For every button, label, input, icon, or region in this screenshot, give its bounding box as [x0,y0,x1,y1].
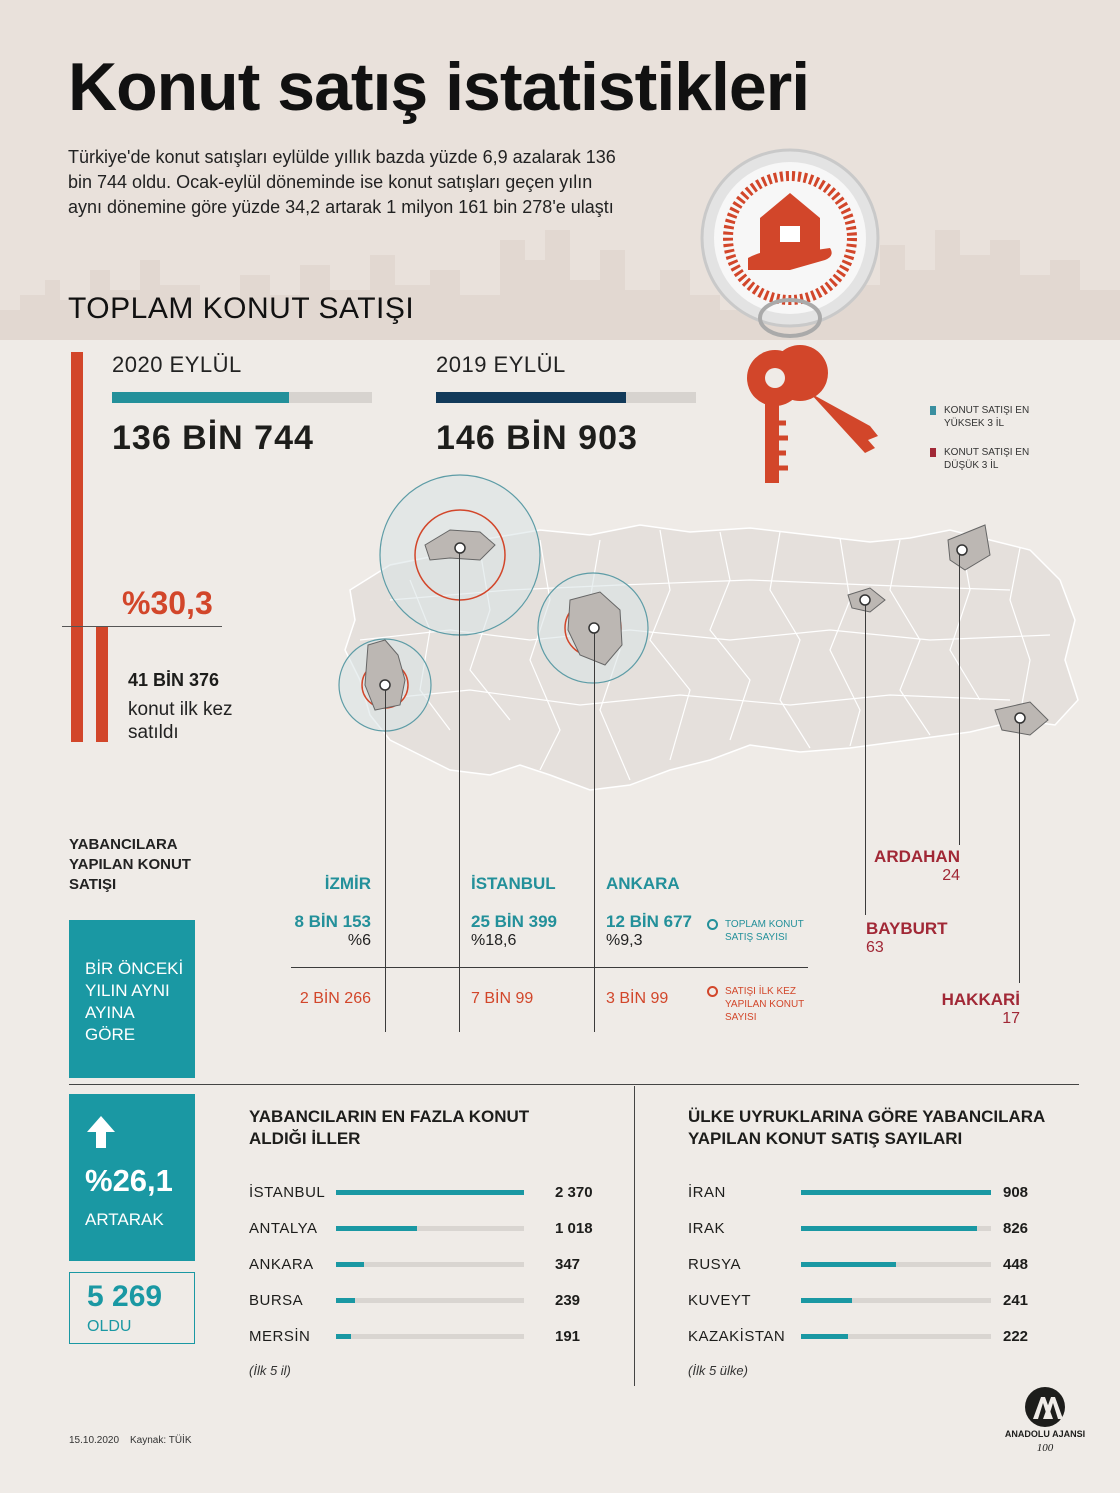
city-izmir [291,874,371,950]
arrow-up-icon [85,1114,117,1150]
bar-label: ANTALYA [249,1220,318,1237]
ratio-divider [62,626,222,627]
izmir-pin [380,680,390,690]
bar-track [336,1298,524,1303]
first-time-text: konut ilk kez satıldı [128,699,233,743]
istanbul-pin [455,543,465,553]
countries-note: (İlk 5 ülke) [688,1363,748,1378]
intro-paragraph: Türkiye'de konut satışları eylülde yıllık bazda yüzde 6,9 azalarak 136 bin 744 oldu. Ocak-eylül döneminde ise konut satışları geçen yılın aynı dönemine göre yüzde 34,2 artarak 1 milyon 161 bin 278'e ulaştı [68,147,616,217]
turkey-map [330,470,1110,830]
bar-value: 1 018 [555,1220,593,1237]
bar-track [801,1298,991,1303]
period-bar-track [436,392,696,403]
period-bar-fill [112,392,289,403]
foreign-pct-change: %26,1 [85,1163,173,1198]
city-table-divider [291,967,808,968]
agency-name: ANADOLU AJANSI [1005,1429,1085,1439]
bar-value: 239 [555,1292,581,1309]
bar [336,1262,364,1267]
total-sales-heading: TOPLAM KONUT SATIŞI [68,292,415,325]
city-total: 25 BİN 399 [471,912,557,931]
bar-label: ANKARA [249,1256,314,1273]
bar [336,1334,351,1339]
bar-value: 2 370 [555,1184,593,1201]
bar-track [801,1334,991,1339]
ankara-first-time: 3 BİN 99 [606,990,669,1007]
legend-first-circle-icon [707,986,718,997]
province-name: BAYBURT [866,919,948,938]
bar-track [336,1190,524,1195]
bar-track [336,1262,524,1267]
legend-high-label: KONUT SATIŞI EN YÜKSEK 3 İL [944,405,1030,429]
bar [336,1190,524,1195]
first-time-sales-bar [96,627,108,742]
provinces-note: (İlk 5 il) [249,1363,291,1378]
legend-low-label: KONUT SATIŞI EN DÜŞÜK 3 İL [944,447,1030,471]
compare-text: BİR ÖNCEKİ YILIN AYNI AYINA GÖRE [85,959,184,1044]
province-ardahan [860,847,960,885]
bar [801,1298,852,1303]
legend-low-swatch [930,448,936,457]
period-2019 [436,352,696,458]
province-name: HAKKARİ [941,990,1020,1009]
foreign-pct-word: ARTARAK [85,1210,164,1229]
bar-value: 908 [1003,1184,1029,1201]
bar-value: 826 [1003,1220,1029,1237]
bar [801,1334,848,1339]
izmir-first-time: 2 BİN 266 [299,990,371,1007]
page-title: Konut satış istatistikleri [68,49,810,125]
bar-label: MERSİN [249,1328,311,1345]
anadolu-agency-logo-icon [1005,1385,1085,1465]
bar-row [688,1324,1048,1360]
province-hakkari [920,990,1020,1028]
bar-track [801,1190,991,1195]
provinces-bar-chart [249,1180,609,1360]
period-bar-fill [436,392,626,403]
city-ankara [606,874,706,950]
bar-row [688,1252,1048,1288]
period-bar-track [112,392,372,403]
bar-label: IRAK [688,1220,726,1237]
bar-row [249,1180,609,1216]
province-value: 24 [942,867,960,884]
bar [801,1226,977,1231]
first-time-ratio: %30,3 [122,585,213,621]
bar-label: KUVEYT [688,1292,752,1309]
countries-chart-title: ÜLKE UYRUKLARINA GÖRE YABANCILARA YAPILAN KONUT SATIŞ SAYILARI [688,1107,1045,1148]
footer-date: 15.10.2020 [69,1435,120,1446]
bar-value: 347 [555,1256,581,1273]
foreign-sales-heading: YABANCILARA YAPILAN KONUT SATIŞI [69,836,191,893]
footer-source: Kaynak: TÜİK [130,1435,192,1446]
period-label: 2019 EYLÜL [436,352,566,377]
province-value: 63 [866,939,884,956]
city-pct: %6 [347,932,371,949]
bar-value: 191 [555,1328,581,1345]
period-total: 136 BİN 744 [112,419,314,457]
bar [336,1298,355,1303]
bar [801,1190,991,1195]
period-label: 2020 EYLÜL [112,352,242,377]
period-total: 146 BİN 903 [436,419,638,457]
ardahan-leader-line [959,555,960,845]
bar-track [801,1262,991,1267]
bar-row [688,1180,1048,1216]
bar-row [249,1324,609,1360]
province-name: ARDAHAN [874,847,960,866]
legend-total-label: TOPLAM KONUT SATIŞ SAYISI [725,919,804,943]
ankara-leader-line [594,633,595,1032]
province-bayburt [866,919,966,957]
ardahan-pin [957,545,967,555]
city-total: 12 BİN 677 [606,912,692,931]
bar-label: BURSA [249,1292,304,1309]
period-2020 [112,352,372,458]
city-istanbul [471,874,581,950]
hakkari-pin [1015,713,1025,723]
ankara-pin [589,623,599,633]
bayburt-pin [860,595,870,605]
city-name: ANKARA [606,874,680,893]
bar-row [249,1216,609,1252]
bar-row [249,1252,609,1288]
izmir-leader-line [385,690,386,1032]
city-total: 8 BİN 153 [294,912,371,931]
istanbul-first-time: 7 BİN 99 [471,990,534,1007]
city-pct: %9,3 [606,932,643,949]
countries-bar-chart [688,1180,1048,1360]
section-divider [69,1084,1079,1085]
legend-high-swatch [930,406,936,415]
legend-total-circle-icon [707,919,718,930]
bar-value: 241 [1003,1292,1029,1309]
bar-track [336,1226,524,1231]
bar [801,1262,896,1267]
column-divider [634,1086,635,1386]
bar-label: RUSYA [688,1256,742,1273]
bar-value: 448 [1003,1256,1029,1273]
house-key-icon [690,148,890,488]
city-name: İZMİR [324,874,371,893]
foreign-total: 5 269 [87,1280,163,1313]
bar-label: İSTANBUL [249,1184,326,1201]
legend-first-label: SATIŞI İLK KEZ YAPILAN KONUT SAYISI [725,986,805,1023]
bar-track [801,1226,991,1231]
city-pct: %18,6 [471,932,517,949]
bar-value: 222 [1003,1328,1029,1345]
province-value: 17 [1002,1010,1020,1027]
istanbul-leader-line [459,553,460,1032]
bar [336,1226,417,1231]
provinces-chart-title: YABANCILARIN EN FAZLA KONUT ALDIĞI İLLER [249,1107,530,1148]
bar-label: İRAN [688,1184,726,1201]
hakkari-leader-line [1019,723,1020,983]
first-time-value: 41 BİN 376 [128,670,220,690]
foreign-total-word: OLDU [87,1318,132,1335]
city-name: İSTANBUL [471,874,556,893]
bar-row [688,1216,1048,1252]
total-sales-bar [71,352,83,742]
bar-row [249,1288,609,1324]
bar-label: KAZAKİSTAN [688,1328,786,1345]
bar-track [336,1334,524,1339]
svg-text:100: 100 [1036,1442,1054,1454]
bar-row [688,1288,1048,1324]
